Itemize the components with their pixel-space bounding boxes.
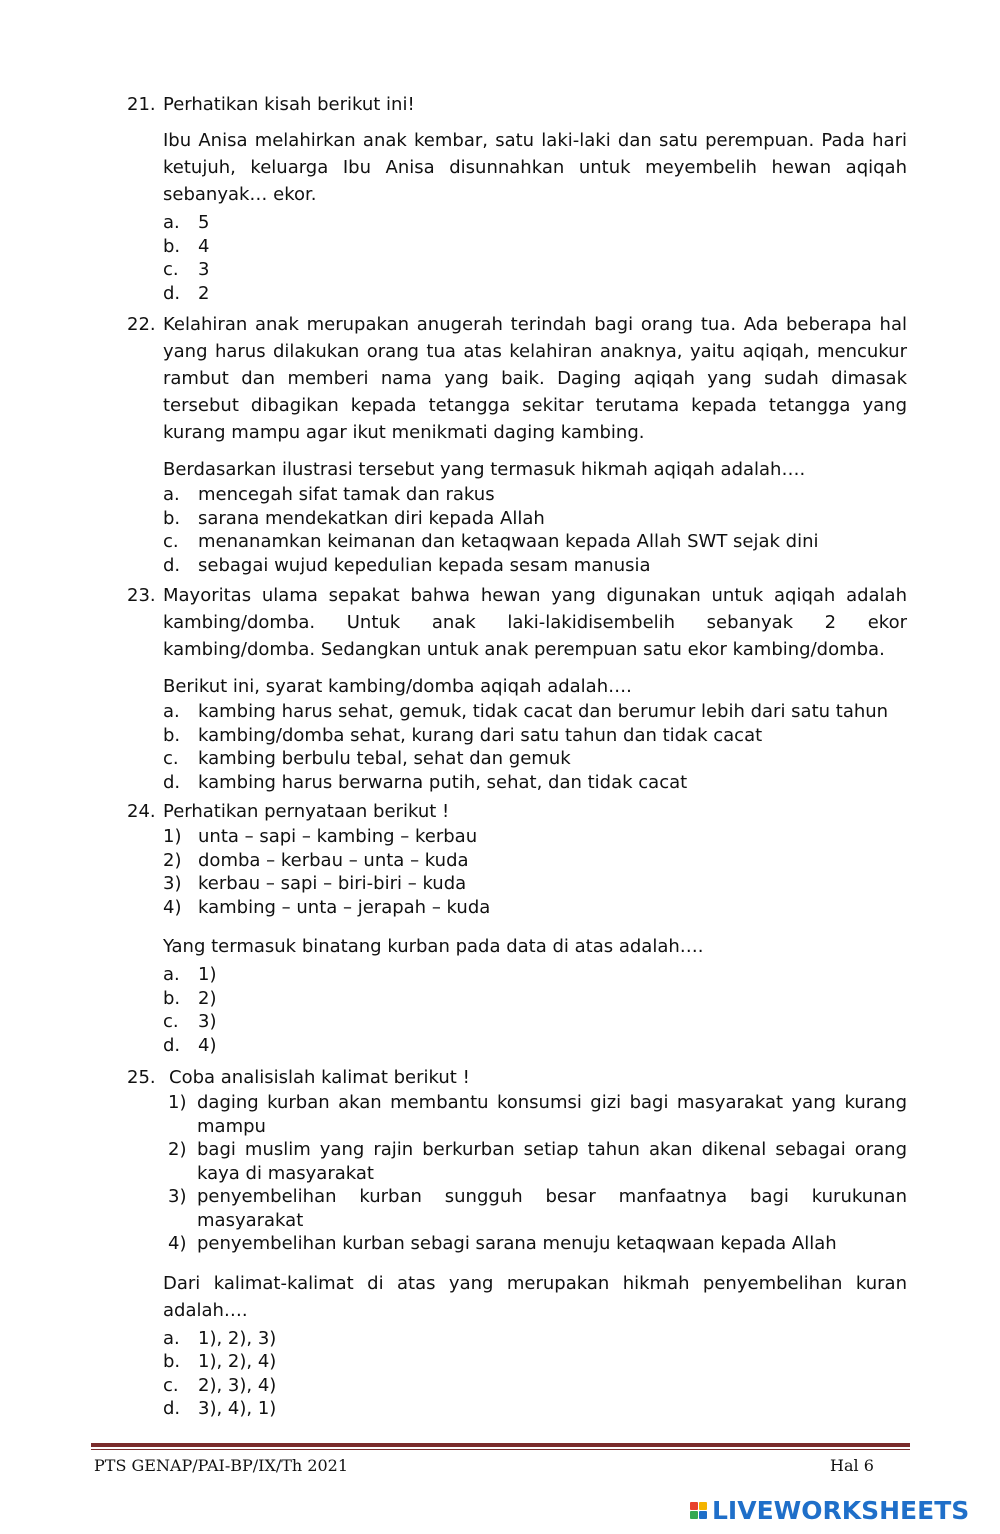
option-text: 3 xyxy=(198,259,210,280)
option-marker: b. xyxy=(163,1351,181,1372)
option-marker: c. xyxy=(163,748,179,769)
option-d[interactable] xyxy=(163,1397,907,1421)
liveworksheets-icon xyxy=(690,1502,707,1519)
option-c[interactable] xyxy=(163,1010,907,1034)
question-heading xyxy=(127,311,907,446)
option-marker: c. xyxy=(163,1011,179,1032)
question-number: 25. xyxy=(127,1067,156,1088)
option-b[interactable] xyxy=(163,1350,907,1374)
option-text: 1) xyxy=(198,964,217,985)
statement-text: kerbau – sapi – biri-biri – kuda xyxy=(198,873,467,894)
option-b[interactable] xyxy=(163,987,907,1011)
option-marker: a. xyxy=(163,964,180,985)
statement-item xyxy=(168,1091,907,1138)
option-b[interactable] xyxy=(163,235,907,259)
question-text: Coba analisislah kalimat berikut ! xyxy=(169,1067,470,1088)
option-marker: a. xyxy=(163,212,180,233)
answer-options xyxy=(163,483,907,577)
statement-text: unta – sapi – kambing – kerbau xyxy=(198,826,478,847)
option-text: kambing berbulu tebal, sehat dan gemuk xyxy=(198,748,571,769)
question-prompt: Berdasarkan ilustrasi tersebut yang termasuk hikmah aqiqah adalah…. xyxy=(163,459,806,480)
statement-marker: 3) xyxy=(163,873,182,894)
footer-divider-thin xyxy=(91,1449,910,1450)
option-c[interactable] xyxy=(163,1374,907,1398)
option-d[interactable] xyxy=(163,554,907,578)
option-text: 1), 2), 3) xyxy=(198,1327,277,1349)
option-marker: d. xyxy=(163,771,181,793)
answer-options xyxy=(163,700,907,794)
option-a[interactable] xyxy=(163,211,907,235)
question-24 xyxy=(127,798,907,1057)
question-22 xyxy=(127,311,907,577)
answer-options xyxy=(163,211,907,305)
statement-marker: 4) xyxy=(168,1233,187,1254)
question-heading xyxy=(127,798,907,825)
option-text: 3), 4), 1) xyxy=(198,1398,277,1419)
question-number: 23. xyxy=(127,585,156,606)
statement-text: kambing – unta – jerapah – kuda xyxy=(198,896,491,918)
question-prompt: Berikut ini, syarat kambing/domba aqiqah adalah…. xyxy=(163,676,632,697)
statement-text: daging kurban akan membantu konsumsi gizi bagi masyarakat yang kurang mampu xyxy=(197,1092,907,1137)
footer-divider-thick xyxy=(91,1443,910,1447)
option-a[interactable] xyxy=(163,963,907,987)
statement-item xyxy=(163,849,907,873)
statement-item xyxy=(168,1138,907,1185)
option-b[interactable] xyxy=(163,724,907,748)
option-marker: c. xyxy=(163,1374,179,1396)
option-marker: b. xyxy=(163,235,181,257)
question-heading xyxy=(127,1064,907,1091)
answer-options xyxy=(163,963,907,1057)
option-c[interactable] xyxy=(163,747,907,771)
option-c[interactable] xyxy=(163,530,907,554)
option-marker: b. xyxy=(163,724,181,746)
option-c[interactable] xyxy=(163,258,907,282)
question-21 xyxy=(127,91,907,305)
question-number: 21. xyxy=(127,94,156,115)
statement-list xyxy=(163,825,907,919)
option-marker: b. xyxy=(163,987,181,1009)
question-number: 22. xyxy=(127,314,156,335)
option-a[interactable] xyxy=(163,700,907,724)
option-text: sarana mendekatkan diri kepada Allah xyxy=(198,507,545,529)
option-d[interactable] xyxy=(163,771,907,795)
liveworksheets-logo[interactable] xyxy=(690,1494,969,1526)
option-text: 4 xyxy=(198,235,210,257)
statement-marker: 2) xyxy=(168,1139,187,1160)
option-text: mencegah sifat tamak dan rakus xyxy=(198,484,495,505)
statement-marker: 3) xyxy=(168,1186,187,1207)
statement-text: penyembelihan kurban sungguh besar manfaatnya bagi kurukunan masyarakat xyxy=(197,1186,907,1231)
statement-marker: 2) xyxy=(163,849,182,871)
option-d[interactable] xyxy=(163,1034,907,1058)
option-marker: c. xyxy=(163,259,179,280)
option-marker: b. xyxy=(163,507,181,529)
question-text: Perhatikan pernyataan berikut ! xyxy=(163,801,450,822)
answer-options xyxy=(163,1327,907,1421)
question-text: Mayoritas ulama sepakat bahwa hewan yang digunakan untuk aqiqah adalah kambing/domba. Untuk anak laki-lakidisembelih sebanyak 2 ekor kambing/domba. Sedangkan untuk anak perempuan satu ekor kambing/domba. xyxy=(163,585,907,660)
statement-marker: 1) xyxy=(163,826,182,847)
option-marker: a. xyxy=(163,1327,180,1349)
option-text: menanamkan keimanan dan ketaqwaan kepada Allah SWT sejak dini xyxy=(198,531,819,552)
statement-marker: 4) xyxy=(163,896,182,918)
question-prompt: Dari kalimat-kalimat di atas yang merupakan hikmah penyembelihan kuran adalah…. xyxy=(163,1272,907,1321)
option-marker: d. xyxy=(163,554,181,576)
statement-marker: 1) xyxy=(168,1092,187,1113)
question-25 xyxy=(127,1064,907,1421)
option-text: kambing harus berwarna putih, sehat, dan tidak cacat xyxy=(198,771,688,793)
statement-item xyxy=(163,825,907,849)
statement-text: bagi muslim yang rajin berkurban setiap tahun akan dikenal sebagai orang kaya di masyarakat xyxy=(197,1139,907,1184)
option-text: kambing harus sehat, gemuk, tidak cacat dan berumur lebih dari satu tahun xyxy=(198,701,889,722)
statement-item xyxy=(168,1232,907,1256)
footer-page-number: Hal 6 xyxy=(830,1456,874,1475)
option-marker: d. xyxy=(163,282,181,304)
option-marker: d. xyxy=(163,1034,181,1056)
question-text: Kelahiran anak merupakan anugerah terindah bagi orang tua. Ada beberapa hal yang harus dilakukan orang tua atas kelahiran anaknya, yaitu aqiqah, mencukur rambut dan memberi nama yang baik. Daging aqiqah yang sudah dimasak tersebut dibagikan kepada tetangga sekitar terutama kepada tetangga yang kurang mampu agar ikut menikmati daging kambing. xyxy=(163,314,907,443)
option-text: 4) xyxy=(198,1034,217,1056)
statement-item xyxy=(163,872,907,896)
option-text: 2 xyxy=(198,282,210,304)
option-text: 1), 2), 4) xyxy=(198,1351,277,1372)
option-d[interactable] xyxy=(163,282,907,306)
statement-list xyxy=(168,1091,907,1256)
option-text: 5 xyxy=(198,212,210,233)
option-marker: a. xyxy=(163,701,180,722)
footer-exam-code: PTS GENAP/PAI-BP/IX/Th 2021 xyxy=(94,1456,349,1475)
option-a[interactable] xyxy=(163,1327,907,1351)
liveworksheets-wordmark: LIVEWORKSHEETS xyxy=(712,1495,970,1525)
option-text: kambing/domba sehat, kurang dari satu tahun dan tidak cacat xyxy=(198,724,763,746)
option-text: 2), 3), 4) xyxy=(198,1374,277,1396)
question-text: Perhatikan kisah berikut ini! xyxy=(163,94,415,115)
statement-item xyxy=(168,1185,907,1232)
option-marker: a. xyxy=(163,484,180,505)
statement-text: penyembelihan kurban sebagi sarana menuju ketaqwaan kepada Allah xyxy=(197,1233,837,1254)
statement-item xyxy=(163,896,907,920)
option-a[interactable] xyxy=(163,483,907,507)
question-number: 24. xyxy=(127,801,156,822)
question-prompt: Yang termasuk binatang kurban pada data di atas adalah…. xyxy=(163,936,704,957)
question-heading xyxy=(127,91,907,118)
statement-text: domba – kerbau – unta – kuda xyxy=(198,849,469,871)
option-text: sebagai wujud kepedulian kepada sesam manusia xyxy=(198,554,651,576)
question-23 xyxy=(127,582,907,794)
option-marker: c. xyxy=(163,531,179,552)
option-text: 2) xyxy=(198,987,217,1009)
option-text: 3) xyxy=(198,1011,217,1032)
option-marker: d. xyxy=(163,1398,181,1419)
story-paragraph: Ibu Anisa melahirkan anak kembar, satu laki-laki dan satu perempuan. Pada hari ketujuh, keluarga Ibu Anisa disunnahkan untuk meyembelih hewan aqiqah sebanyak… ekor. xyxy=(163,130,907,205)
question-heading xyxy=(127,582,907,663)
option-b[interactable] xyxy=(163,507,907,531)
